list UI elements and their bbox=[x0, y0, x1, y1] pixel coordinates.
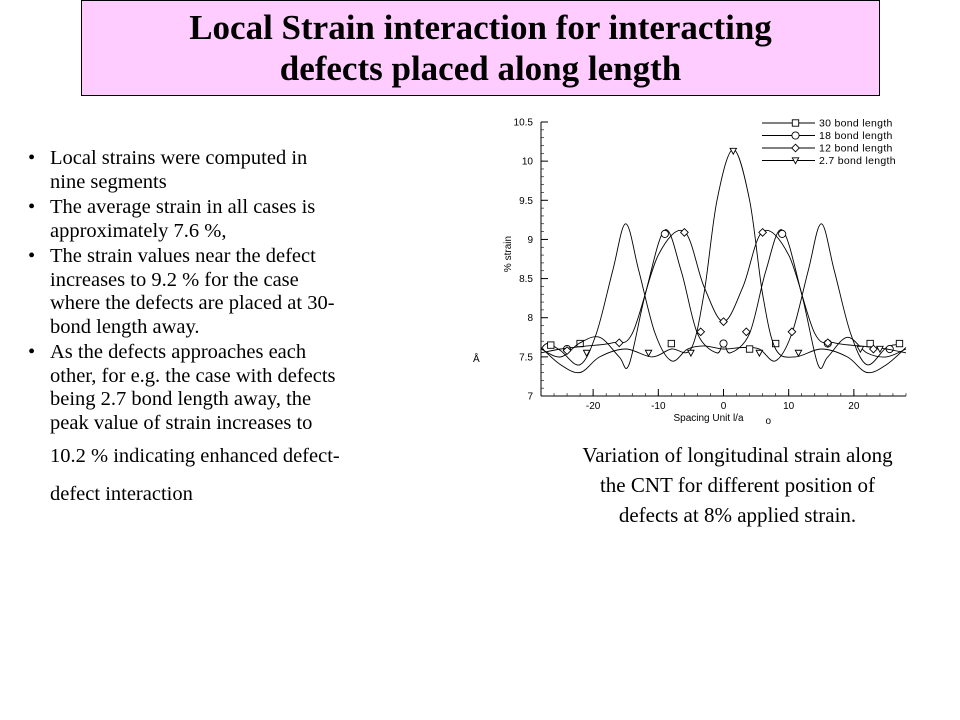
strain-chart bbox=[470, 110, 920, 427]
series-1-marker bbox=[668, 340, 674, 346]
series-2-marker bbox=[720, 340, 727, 347]
x-tick-label: 10 bbox=[783, 401, 795, 412]
series-4-marker bbox=[645, 350, 651, 356]
bullet-item bbox=[28, 147, 428, 194]
y-tick-label: 7.5 bbox=[519, 352, 533, 364]
y-tick-label: 7 bbox=[527, 391, 533, 403]
bullet-line: other, for e.g. the case with defects bbox=[50, 364, 336, 387]
bullet-line: increases to 9.2 % for the case bbox=[50, 268, 299, 291]
series-line-2 bbox=[541, 230, 906, 369]
bullet-item bbox=[28, 245, 428, 339]
series-3-marker bbox=[720, 318, 728, 326]
series-2-marker bbox=[661, 230, 668, 237]
bullet-line: approximately 7.6 %, bbox=[50, 219, 227, 242]
angstrom-symbol: Å bbox=[473, 354, 480, 365]
legend-marker bbox=[792, 120, 798, 126]
series-1-marker bbox=[548, 342, 554, 348]
y-tick-label: 9 bbox=[527, 234, 533, 246]
series-4-marker bbox=[688, 350, 694, 356]
bullet-line: bond length away. bbox=[50, 315, 200, 338]
legend-marker bbox=[792, 132, 799, 139]
legend-label: 30 bond length bbox=[819, 117, 893, 130]
legend-marker bbox=[792, 144, 800, 152]
x-tick-label: -20 bbox=[585, 401, 601, 412]
x-tick-label: -10 bbox=[651, 401, 666, 412]
legend-label: 2.7 bond length bbox=[819, 155, 896, 167]
slide-title-line-2: defects placed along length bbox=[279, 49, 682, 88]
x-tick-label: 20 bbox=[848, 401, 860, 412]
y-tick-label: 9.5 bbox=[519, 195, 533, 207]
x-axis-label-subscript: o bbox=[765, 416, 772, 427]
series-4-marker bbox=[756, 350, 762, 356]
caption-line: Variation of longitudinal strain along bbox=[582, 443, 893, 467]
y-tick-label: 8.5 bbox=[519, 274, 533, 286]
y-axis-label: % strain bbox=[503, 235, 514, 273]
bullet-continuation bbox=[28, 437, 428, 513]
bullet-line: being 2.7 bond length away, the bbox=[50, 388, 312, 410]
bullet-line: where the defects are placed at 30- bbox=[50, 292, 335, 314]
series-3-marker bbox=[615, 339, 623, 347]
bullet-line: 10.2 % indicating enhanced defect- bbox=[50, 445, 340, 467]
bullet-line: The strain values near the defect bbox=[50, 245, 316, 267]
x-tick-label: 0 bbox=[720, 401, 727, 412]
caption-line: defects at 8% applied strain. bbox=[618, 503, 857, 527]
bullet-list bbox=[28, 147, 428, 515]
bullet-line: defect interaction bbox=[50, 483, 193, 505]
y-tick-label: 10.5 bbox=[513, 117, 533, 129]
slide-title-line-1: Local Strain interaction for interacting bbox=[189, 8, 772, 47]
series-4-marker bbox=[795, 350, 801, 356]
series-3-marker bbox=[788, 328, 796, 336]
bullet-line: As the defects approaches each bbox=[50, 341, 307, 363]
chart-caption bbox=[530, 440, 945, 530]
bullet-line: Local strains were computed in bbox=[50, 147, 308, 169]
bullet-line: The average strain in all cases is bbox=[50, 196, 316, 218]
series-2-marker bbox=[779, 230, 786, 237]
y-tick-label: 10 bbox=[521, 156, 533, 168]
legend-label: 18 bond length bbox=[819, 130, 893, 142]
y-tick-label: 8 bbox=[527, 313, 533, 325]
series-line-4 bbox=[541, 149, 906, 372]
bullet-line: nine segments bbox=[50, 170, 167, 193]
series-1-marker bbox=[896, 340, 902, 346]
bullet-item bbox=[28, 341, 428, 435]
caption-line: the CNT for different position of bbox=[599, 473, 876, 497]
series-1-marker bbox=[746, 346, 752, 352]
x-axis-label: Spacing Unit l/a bbox=[673, 413, 744, 424]
slide-title bbox=[81, 0, 880, 96]
legend-label: 12 bond length bbox=[819, 142, 893, 155]
bullet-line: peak value of strain increases to bbox=[50, 411, 313, 434]
bullet-item bbox=[28, 196, 428, 243]
